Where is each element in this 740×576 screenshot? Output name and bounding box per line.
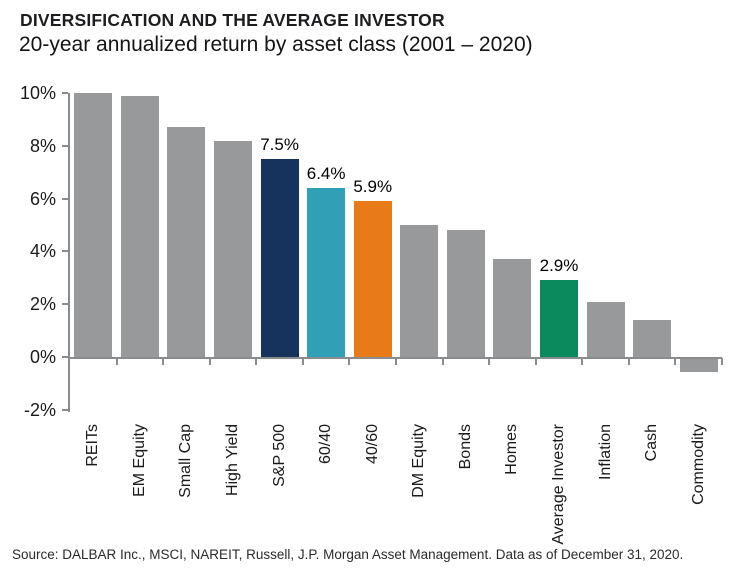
y-axis-label: -2%	[23, 399, 56, 420]
bar-cash	[633, 320, 671, 357]
bar-bonds	[447, 230, 485, 357]
x-axis-tick	[721, 358, 723, 365]
x-axis-tick	[302, 358, 304, 365]
y-axis-tick	[62, 250, 68, 252]
x-axis-tick	[674, 358, 676, 365]
y-axis-label: 8%	[29, 135, 56, 156]
y-axis-tick	[62, 145, 68, 147]
x-axis-tick	[535, 358, 537, 365]
y-axis-tick	[62, 303, 68, 305]
x-axis-tick	[628, 358, 630, 365]
x-axis-tick	[488, 358, 490, 365]
y-axis-label: 2%	[29, 294, 56, 315]
x-axis-tick	[116, 358, 118, 365]
x-axis-label: Bonds	[456, 424, 474, 470]
x-axis-label: REITs	[84, 424, 102, 467]
source-note: Source: DALBAR Inc., MSCI, NAREIT, Russell, J.P. Morgan Asset Management. Data as of December 31, 2020.	[12, 547, 684, 562]
y-axis-line	[68, 93, 70, 412]
bar-s-p-500	[261, 159, 299, 357]
x-axis-tick	[581, 358, 583, 365]
bar-reits	[74, 93, 112, 357]
bar-small-cap	[167, 127, 205, 357]
y-axis-label: 0%	[29, 347, 56, 367]
x-axis-tick	[255, 358, 257, 365]
x-axis-label: DM Equity	[410, 424, 428, 498]
x-axis-label: 40/60	[363, 424, 381, 465]
x-axis-label: Inflation	[596, 424, 614, 481]
bar-average-investor	[540, 280, 578, 357]
x-axis-tick	[348, 358, 350, 365]
x-axis-label: Homes	[503, 424, 521, 475]
x-axis-tick	[442, 358, 444, 365]
bar-value-label: 6.4%	[306, 164, 346, 184]
x-baseline	[68, 357, 722, 359]
x-axis-label: 60/40	[317, 424, 335, 465]
bar-value-label: 5.9%	[353, 177, 393, 197]
y-axis-tick	[62, 198, 68, 200]
x-axis-label: Small Cap	[177, 424, 195, 498]
bar-value-label: 7.5%	[260, 135, 299, 154]
bar-inflation	[587, 302, 625, 357]
x-axis-label: Cash	[643, 424, 661, 462]
chart-title: DIVERSIFICATION AND THE AVERAGE INVESTOR	[20, 10, 445, 30]
bar-value-label: 2.9%	[539, 256, 579, 276]
bar-commodity	[680, 359, 718, 372]
bar-dm-equity	[400, 225, 438, 357]
y-axis-label: 6%	[29, 188, 56, 209]
bar-em-equity	[121, 96, 159, 357]
x-axis-label: Average Investor	[549, 424, 567, 545]
x-axis-tick	[395, 358, 397, 365]
bar-40-60	[354, 201, 392, 357]
bar-high-yield	[214, 141, 252, 357]
y-axis-tick	[62, 409, 68, 411]
x-axis-tick	[209, 358, 211, 365]
x-axis-label: Commodity	[689, 424, 707, 505]
x-axis-tick	[162, 358, 164, 365]
y-axis-tick	[62, 92, 68, 94]
y-axis-label: 4%	[29, 241, 56, 262]
x-axis-label: S&P 500	[270, 424, 288, 487]
x-axis-label: EM Equity	[130, 424, 148, 497]
chart-subtitle: 20-year annualized return by asset class (2001 – 2020)	[19, 33, 533, 56]
y-axis-label: 10%	[19, 83, 56, 103]
x-axis-label: High Yield	[223, 424, 241, 497]
bar-homes	[493, 259, 531, 357]
bar-60-40	[307, 188, 345, 357]
